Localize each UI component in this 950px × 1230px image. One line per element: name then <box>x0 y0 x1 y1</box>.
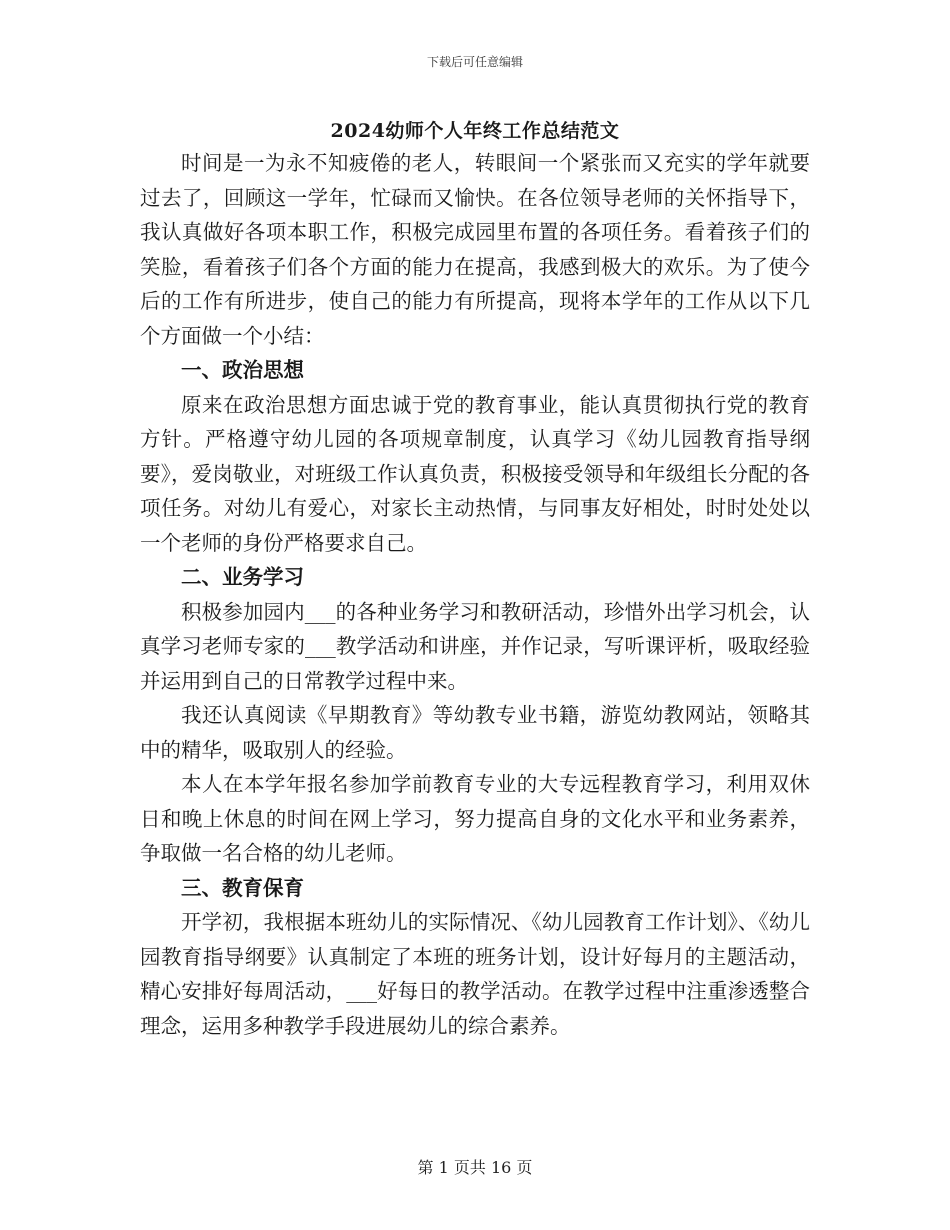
section-paragraph: 积极参加园内___的各种业务学习和教研活动，珍惜外出学习机会，认真学习老师专家的___教学活动和讲座，并作记录，写听课评析，吸取经验并运用到自己的日常教学过程中来。 <box>140 599 810 693</box>
section-heading-education: 三、教育保育 <box>181 875 304 900</box>
document-title: 2024幼师个人年终工作总结范文 <box>330 120 620 142</box>
section-paragraph: 本人在本学年报名参加学前教育专业的大专远程教育学习，利用双休日和晚上休息的时间在网上学习，努力提高自身的文化水平和业务素养，争取做一名合格的幼儿老师。 <box>140 772 810 865</box>
header-note: 下载后可任意编辑 <box>426 55 523 69</box>
document-body <box>140 146 810 1043</box>
section-heading-study: 二、业务学习 <box>181 565 304 589</box>
section-heading-politics: 一、政治思想 <box>181 358 304 382</box>
section-paragraph: 开学初，我根据本班幼儿的实际情况、《幼儿园教育工作计划》、《幼儿园教育指导纲要》认真制定了本班的班务计划，设计好每月的主题活动，精心安排好每周活动，___好每日的教学活动。在教学过程中注重渗透整合理念，运用多种教学手段进展幼儿的综合素养。 <box>140 910 810 1038</box>
section-paragraph: 原来在政治思想方面忠诚于党的教育事业，能认真贯彻执行党的教育方针。严格遵守幼儿园的各项规章制度，认真学习《幼儿园教育指导纲要》，爱岗敬业，对班级工作认真负责，积极接受领导和年级组长分配的各项任务。对幼儿有爱心，对家长主动热情，与同事友好相处，时时处处以一个老师的身份严格要求自己。 <box>140 392 810 555</box>
section-paragraph: 我还认真阅读《早期教育》等幼教专业书籍，游览幼教网站，领略其中的精华，吸取别人的经验。 <box>140 703 810 762</box>
intro-paragraph: 时间是一为永不知疲倦的老人，转眼间一个紧张而又充实的学年就要过去了，回顾这一学年，忙碌而又愉快。在各位领导老师的关怀指导下，我认真做好各项本职工作，积极完成园里布置的各项任务。看着孩子们的笑脸，看着孩子们各个方面的能力在提高，我感到极大的欢乐。为了使今后的工作有所进步，使自己的能力有所提高，现将本学年的工作从以下几个方面做一个小结： <box>140 151 810 348</box>
page-number: 第 1 页共 16 页 <box>417 1158 533 1177</box>
